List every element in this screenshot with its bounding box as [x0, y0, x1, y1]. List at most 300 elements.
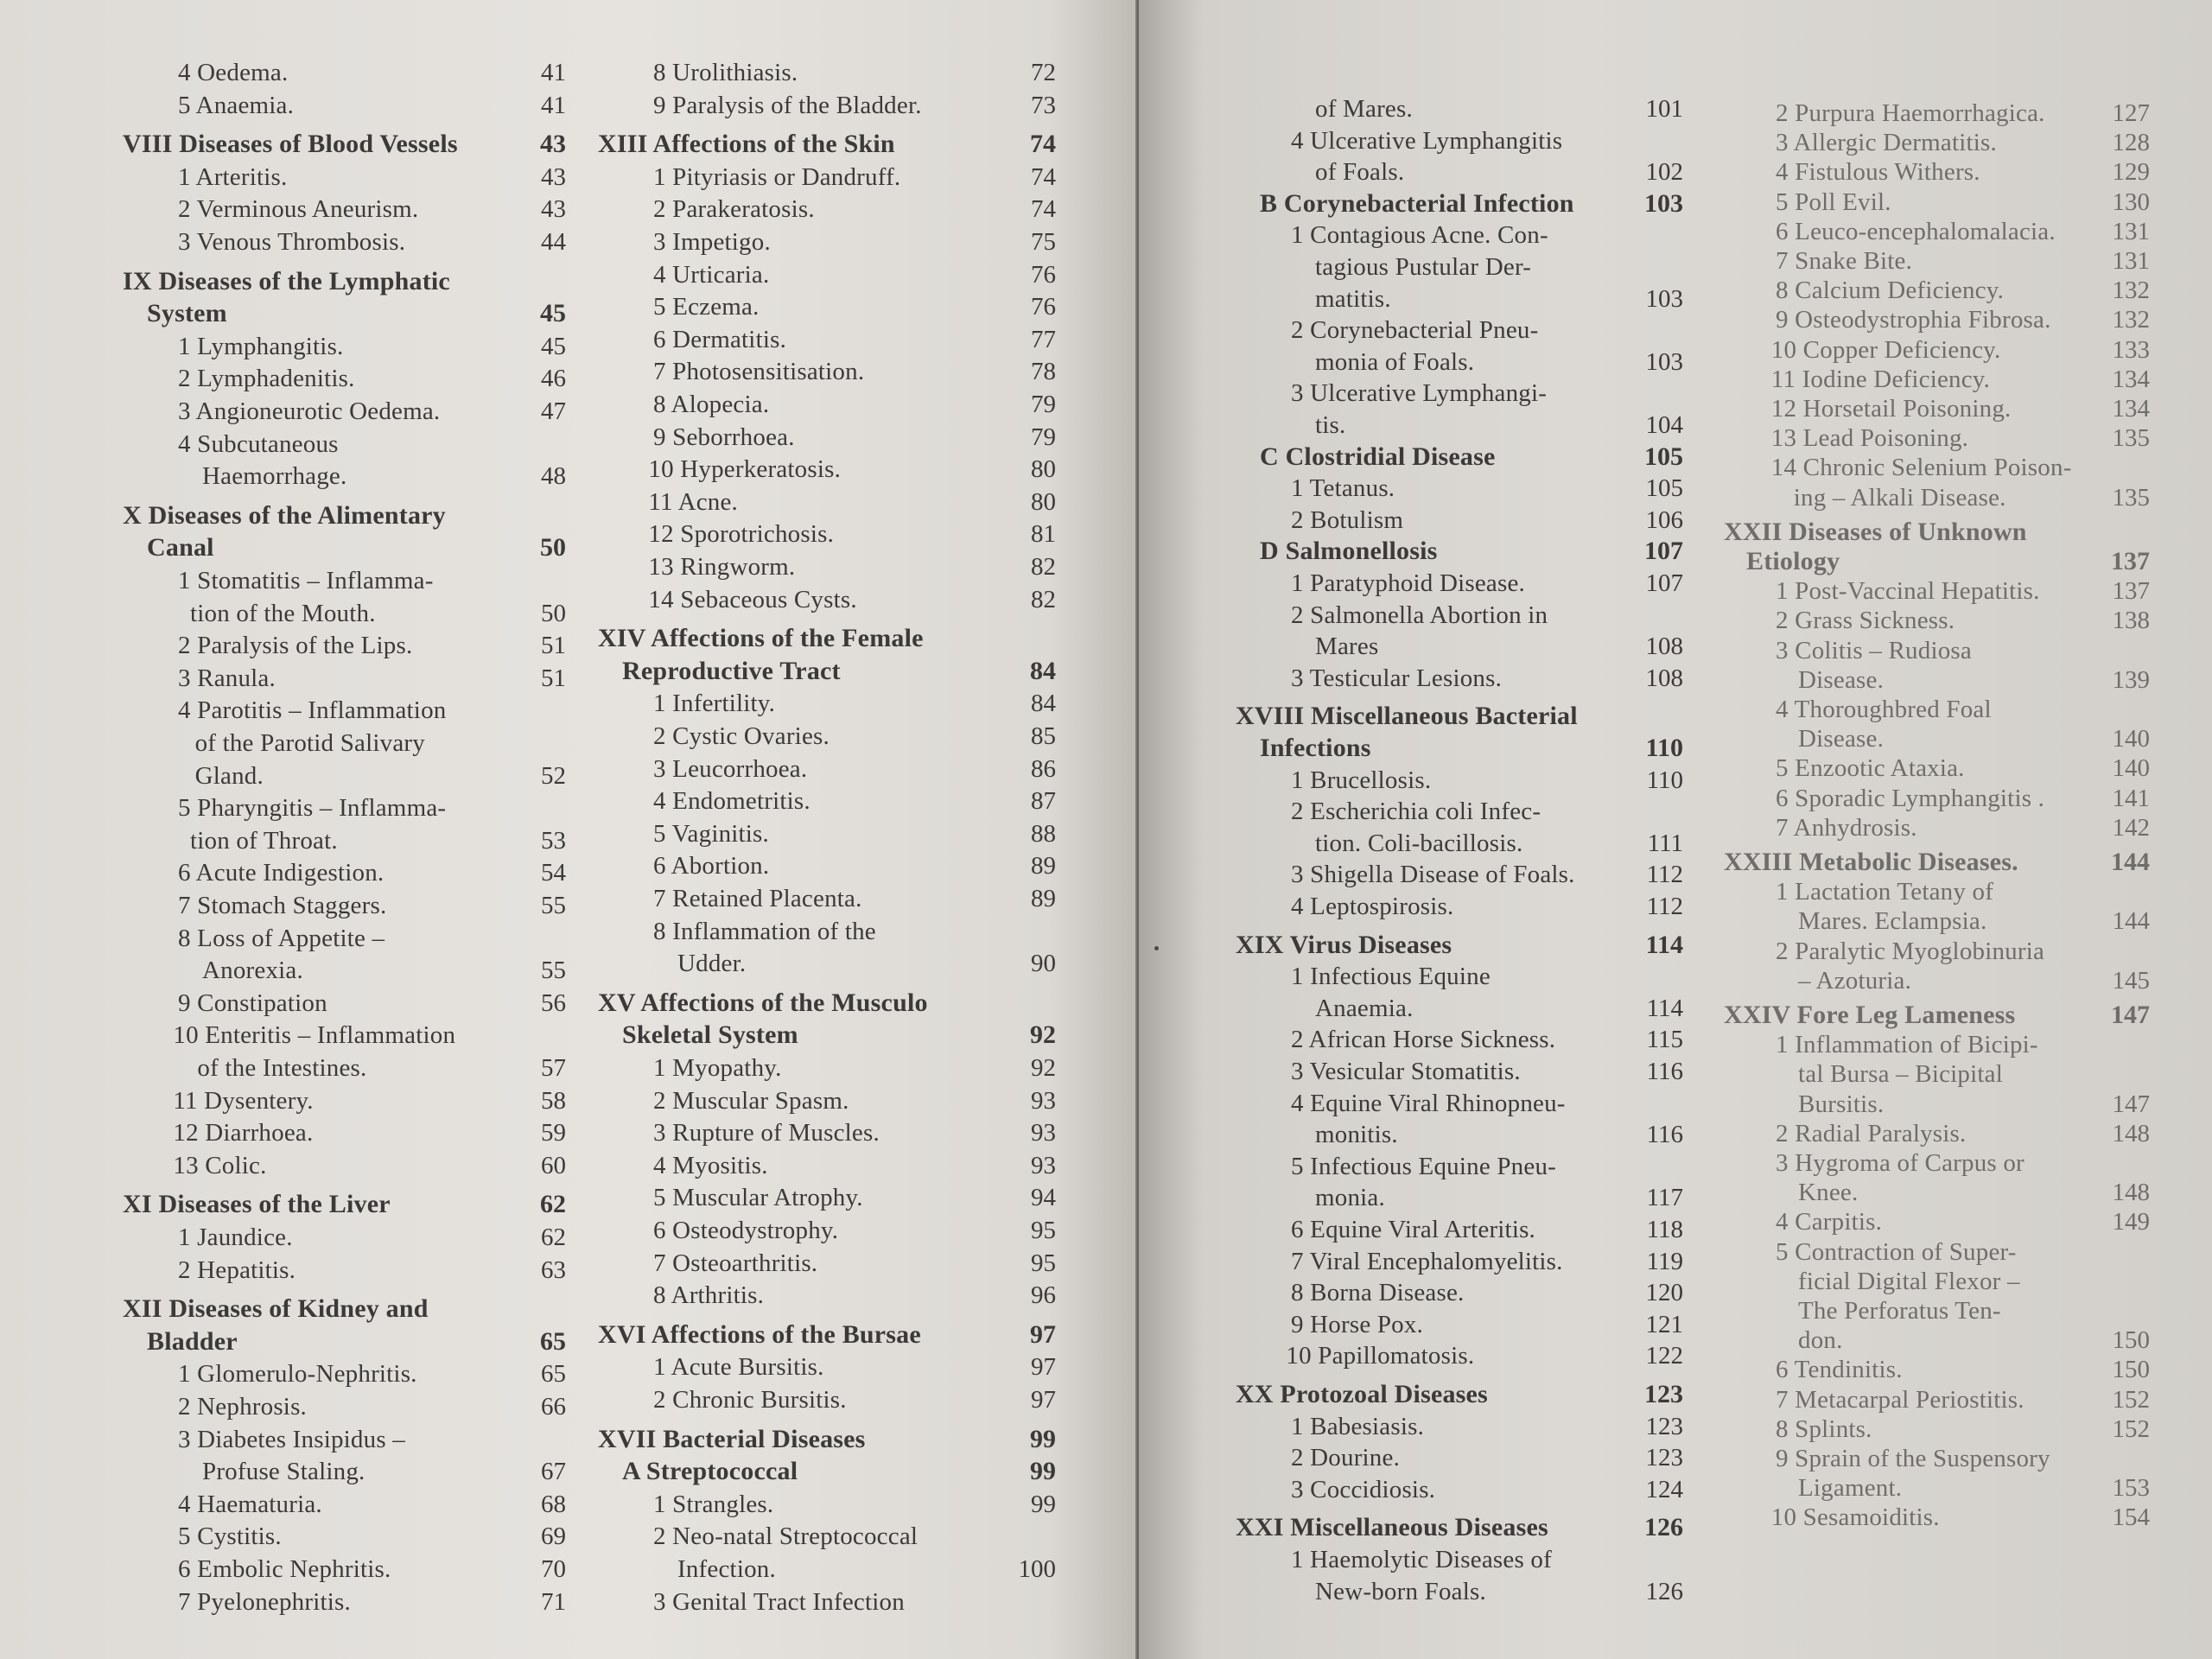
contents-entry: 6 Leuco-encephalomalacia.: [1776, 217, 2056, 245]
page-number: 114: [1645, 930, 1683, 959]
contents-entry: 2 African Horse Sickness.: [1291, 1026, 1556, 1054]
page-number: 50: [541, 599, 566, 627]
contents-heading: Bladder: [147, 1326, 238, 1356]
page-number: 126: [1644, 1513, 1683, 1542]
contents-entry: 1 Jaundice.: [178, 1224, 293, 1251]
page-number: 65: [541, 1360, 566, 1389]
page-number: 90: [1031, 950, 1056, 978]
contents-entry: 10 Papillomatosis.: [1286, 1342, 1475, 1370]
page-number: 99: [1031, 1490, 1056, 1518]
contents-heading: XXIV Fore Leg Lameness: [1724, 1001, 2016, 1029]
right-page: [1139, 0, 2212, 1659]
contents-entry: 12 Sporotrichosis.: [648, 520, 835, 549]
contents-entry: 2 Escherichia coli Infec-: [1291, 798, 1541, 826]
page-number: 92: [1030, 1020, 1056, 1050]
page-number: 46: [541, 365, 566, 393]
page-number: 131: [2112, 217, 2150, 245]
contents-entry: 4 Oedema.: [178, 59, 289, 86]
contents-entry: 5 Contraction of Super-: [1776, 1237, 2017, 1266]
contents-entry: 3 Coccidiosis.: [1291, 1475, 1436, 1503]
contents-entry: tion of the Mouth.: [190, 599, 376, 627]
contents-heading: XX Protozoal Diseases: [1236, 1380, 1488, 1408]
contents-entry: 3 Genital Tract Infection: [653, 1587, 905, 1616]
page-number: 76: [1031, 293, 1056, 321]
contents-entry: 5 Muscular Atrophy.: [653, 1184, 863, 1212]
contents-entry: 6 Tendinitis.: [1776, 1356, 1903, 1384]
page-number: 63: [541, 1255, 566, 1284]
contents-entry: 1 Infertility.: [653, 690, 776, 718]
contents-entry: 4 Parotitis – Inflammation: [178, 696, 447, 725]
contents-entry: 14 Sebaceous Cysts.: [648, 585, 857, 613]
contents-entry: 13 Ringworm.: [648, 553, 796, 581]
contents-heading: XI Diseases of the Liver: [123, 1190, 391, 1219]
contents-entry: 5 Cystitis.: [178, 1522, 282, 1551]
contents-entry: 6 Embolic Nephritis.: [178, 1555, 391, 1583]
page-number: 43: [541, 162, 566, 191]
page-number: 154: [2112, 1503, 2150, 1532]
page-number: 52: [541, 761, 566, 790]
contents-entry: 2 Purpura Haemorrhagica.: [1776, 99, 2045, 127]
page-number: 81: [1031, 520, 1056, 549]
contents-entry: 2 Parakeratosis.: [653, 195, 815, 224]
contents-entry: 3 Diabetes Insipidus –: [178, 1425, 405, 1453]
contents-entry: 5 Eczema.: [653, 293, 760, 321]
page-number: 97: [1030, 1319, 1056, 1349]
page-number: 66: [541, 1393, 566, 1421]
contents-entry: 13 Colic.: [173, 1151, 267, 1179]
page-number: 43: [541, 195, 566, 224]
contents-entry: Profuse Staling.: [202, 1458, 365, 1486]
contents-entry: 3 Ulcerative Lymphangi-: [1291, 379, 1548, 408]
contents-entry: 1 Glomerulo-Nephritis.: [178, 1360, 417, 1389]
contents-entry: tion. Coli-bacillosis.: [1315, 829, 1523, 857]
contents-heading: XVII Bacterial Diseases: [598, 1424, 866, 1453]
contents-entry: 4 Ulcerative Lymphangitis: [1291, 126, 1563, 155]
page-number: 56: [541, 988, 566, 1017]
contents-entry: tal Bursa – Bicipital: [1798, 1060, 2003, 1089]
contents-entry: 8 Splints.: [1776, 1414, 1872, 1443]
contents-heading: XXII Diseases of Unknown: [1724, 517, 2027, 546]
page-number: 132: [2112, 276, 2150, 305]
page-number: 71: [541, 1587, 566, 1616]
contents-entry: 1 Infectious Equine: [1291, 963, 1491, 991]
page-number: 127: [2112, 99, 2150, 127]
page-number: 114: [1646, 994, 1683, 1022]
contents-heading: XV Affections of the Musculo: [598, 988, 928, 1017]
contents-entry: 2 Chronic Bursitis.: [653, 1386, 847, 1414]
contents-entry: 9 Horse Pox.: [1291, 1310, 1424, 1338]
page-number: 67: [541, 1458, 566, 1486]
contents-entry: 8 Loss of Appetite –: [178, 924, 385, 952]
page-number: 112: [1646, 861, 1683, 889]
page-number: 121: [1645, 1310, 1683, 1338]
contents-heading: Infections: [1260, 734, 1371, 762]
page-number: 135: [2112, 424, 2150, 453]
contents-entry: 3 Vesicular Stomatitis.: [1291, 1058, 1521, 1085]
contents-entry: Anorexia.: [202, 957, 303, 985]
page-number: 92: [1031, 1054, 1056, 1082]
contents-entry: 4 Equine Viral Rhinopneu-: [1291, 1089, 1566, 1117]
page-number: 134: [2112, 395, 2150, 423]
contents-entry: 4 Urticaria.: [653, 260, 770, 289]
contents-heading: VIII Diseases of Blood Vessels: [123, 130, 458, 159]
contents-entry: 13 Lead Poisoning.: [1770, 424, 1969, 453]
contents-entry: 2 Dourine.: [1291, 1444, 1401, 1472]
page-number: 132: [2112, 306, 2150, 334]
page-number: 133: [2112, 335, 2150, 364]
page-number: 144: [2111, 848, 2150, 876]
contents-entry: tis.: [1315, 411, 1346, 439]
contents-entry: 5 Enzootic Ataxia.: [1776, 754, 1965, 783]
page-number: 54: [541, 859, 566, 887]
page-number: 50: [540, 533, 566, 563]
page-number: 99: [1030, 1424, 1056, 1453]
contents-entry: 10 Copper Deficiency.: [1770, 335, 2001, 364]
page-number: 94: [1031, 1184, 1056, 1212]
page-number: 65: [540, 1326, 566, 1356]
contents-heading: XXIII Metabolic Diseases.: [1724, 848, 2018, 876]
page-number: 145: [2112, 966, 2150, 995]
contents-entry: 4 Carpitis.: [1776, 1208, 1883, 1236]
contents-entry: don.: [1798, 1326, 1843, 1355]
contents-entry: ing – Alkali Disease.: [1793, 483, 2006, 512]
page-number: 62: [540, 1190, 566, 1219]
contents-entry: Bursitis.: [1798, 1090, 1885, 1118]
contents-entry: Anaemia.: [1315, 994, 1414, 1022]
contents-heading: Reproductive Tract: [622, 656, 841, 685]
page-number: 95: [1031, 1217, 1056, 1244]
page-number: 124: [1645, 1475, 1683, 1503]
page-number: 104: [1645, 411, 1683, 439]
contents-entry: 7 Metacarpal Periostitis.: [1776, 1385, 2024, 1414]
contents-entry: 8 Calcium Deficiency.: [1776, 276, 2005, 305]
contents-entry: Disease.: [1798, 725, 1885, 753]
page-number: 131: [2112, 247, 2150, 275]
contents-entry: Udder.: [677, 950, 747, 978]
page-number: 51: [541, 664, 566, 692]
page-number: 82: [1031, 585, 1056, 613]
page-number: 93: [1031, 1086, 1056, 1115]
page-number: 101: [1645, 95, 1683, 123]
page-number: 69: [541, 1522, 566, 1551]
contents-entry: 5 Infectious Equine Pneu-: [1291, 1152, 1557, 1180]
page-number: 123: [1644, 1380, 1683, 1408]
contents-entry: 3 Colitis – Rudiosa: [1776, 636, 1972, 664]
page-number: 57: [541, 1054, 566, 1082]
contents-entry: 11 Iodine Deficiency.: [1770, 365, 1991, 393]
page-number: 82: [1031, 553, 1056, 581]
page-number: 126: [1645, 1577, 1683, 1605]
page-number: 74: [1031, 162, 1056, 191]
page-number: 116: [1646, 1058, 1683, 1085]
contents-heading: C Clostridial Disease: [1260, 442, 1496, 471]
contents-heading: A Streptococcal: [622, 1457, 798, 1486]
contents-entry: Infection.: [677, 1555, 776, 1583]
contents-entry: of the Parotid Salivary: [194, 729, 425, 757]
contents-entry: 10 Sesamoiditis.: [1770, 1503, 1940, 1532]
page-number: 120: [1645, 1279, 1683, 1307]
contents-entry: monia of Foals.: [1315, 347, 1475, 376]
contents-entry: 4 Endometritis.: [653, 787, 810, 816]
contents-entry: 6 Dermatitis.: [653, 325, 787, 353]
contents-entry: 5 Vaginitis.: [653, 819, 769, 848]
page-number: 105: [1645, 474, 1683, 503]
page-number: 128: [2112, 129, 2150, 157]
page-number: 148: [2112, 1179, 2150, 1207]
page-number: 88: [1031, 819, 1056, 848]
page-number: 106: [1645, 505, 1683, 534]
page-number: 47: [541, 397, 566, 425]
page-number: 148: [2112, 1119, 2150, 1147]
page-number: 89: [1031, 885, 1056, 912]
page-number: 108: [1645, 664, 1683, 692]
page-number: 147: [2112, 1090, 2150, 1118]
page-number: 48: [541, 462, 566, 491]
page-number: 84: [1030, 656, 1056, 685]
contents-entry: 4 Myositis.: [653, 1151, 768, 1179]
page-number: 130: [2112, 188, 2150, 216]
margin-dot: [1154, 946, 1159, 950]
contents-entry: – Azoturia.: [1798, 966, 1912, 995]
page-number: 122: [1645, 1342, 1683, 1370]
contents-entry: 2 Paralytic Myoglobinuria: [1776, 937, 2045, 965]
contents-entry: 10 Enteritis – Inflammation: [173, 1021, 456, 1050]
contents-entry: 8 Arthritis.: [653, 1281, 765, 1310]
contents-entry: 6 Sporadic Lymphangitis .: [1776, 784, 2045, 812]
contents-entry: The Perforatus Ten-: [1798, 1297, 2001, 1325]
page-number: 51: [541, 632, 566, 660]
contents-entry: 1 Brucellosis.: [1291, 766, 1432, 794]
page-number: 75: [1031, 228, 1056, 256]
page-number: 76: [1031, 260, 1056, 289]
contents-entry: Haemorrhage.: [202, 462, 347, 491]
page-number: 152: [2112, 1414, 2150, 1443]
contents-heading: Skeletal System: [622, 1020, 798, 1050]
page-number: 110: [1645, 734, 1683, 762]
page-number: 137: [2111, 547, 2150, 575]
page-number: 45: [541, 332, 566, 360]
contents-entry: 7 Osteoarthritis.: [653, 1249, 818, 1277]
page-number: 60: [541, 1151, 566, 1179]
contents-entry: 1 Tetanus.: [1291, 474, 1395, 503]
page-number: 72: [1031, 59, 1056, 86]
contents-entry: 5 Pharyngitis – Inflamma-: [178, 794, 447, 823]
contents-heading: XIX Virus Diseases: [1236, 930, 1452, 959]
contents-entry: 1 Contagious Acne. Con-: [1291, 221, 1548, 250]
page-number: 55: [541, 892, 566, 919]
contents-entry: Ligament.: [1798, 1474, 1903, 1503]
page-number: 135: [2112, 483, 2150, 512]
page-number: 137: [2112, 577, 2150, 606]
page-number: 41: [541, 59, 566, 86]
contents-entry: 2 Radial Paralysis.: [1776, 1119, 1967, 1147]
page-number: 77: [1031, 325, 1056, 353]
page-number: 73: [1031, 91, 1056, 119]
contents-entry: 3 Hygroma of Carpus or: [1776, 1149, 2024, 1177]
contents-entry: 12 Diarrhoea.: [173, 1119, 314, 1147]
contents-entry: of the Intestines.: [197, 1054, 367, 1082]
contents-heading: D Salmonellosis: [1260, 537, 1438, 566]
contents-entry: 3 Angioneurotic Oedema.: [178, 397, 441, 425]
page-number: 78: [1031, 358, 1056, 386]
contents-entry: 11 Dysentery.: [173, 1086, 314, 1115]
contents-entry: 1 Strangles.: [653, 1490, 774, 1518]
page-number: 144: [2112, 907, 2150, 936]
contents-entry: 3 Rupture of Muscles.: [653, 1119, 880, 1147]
page-number: 103: [1645, 347, 1683, 376]
page-number: 123: [1645, 1444, 1683, 1472]
page-number: 58: [541, 1086, 566, 1115]
page-number: 142: [2112, 813, 2150, 842]
contents-entry: 6 Abortion.: [653, 852, 770, 880]
contents-entry: 3 Shigella Disease of Foals.: [1291, 861, 1575, 889]
page-number: 129: [2112, 158, 2150, 187]
contents-entry: 2 Corynebacterial Pneu-: [1291, 316, 1539, 345]
contents-entry: 7 Anhydrosis.: [1776, 813, 1917, 842]
page-number: 79: [1031, 391, 1056, 418]
contents-entry: 8 Alopecia.: [653, 391, 770, 418]
page-number: 139: [2112, 665, 2150, 694]
contents-entry: 1 Stomatitis – Inflamma-: [178, 567, 434, 594]
page-number: 74: [1031, 195, 1056, 224]
contents-entry: 7 Pyelonephritis.: [178, 1587, 351, 1616]
contents-heading: XXI Miscellaneous Diseases: [1236, 1513, 1548, 1542]
page-number: 59: [541, 1119, 566, 1147]
contents-entry: 5 Anaemia.: [178, 91, 295, 119]
contents-heading: XII Diseases of Kidney and: [123, 1294, 429, 1324]
contents-entry: 9 Constipation: [178, 988, 327, 1017]
contents-entry: of Mares.: [1315, 95, 1413, 123]
contents-entry: 7 Retained Placenta.: [653, 885, 862, 912]
page-number: 97: [1031, 1353, 1056, 1382]
page-number: 110: [1646, 766, 1683, 794]
contents-entry: 3 Impetigo.: [653, 228, 771, 256]
contents-entry: 2 Paralysis of the Lips.: [178, 632, 413, 660]
contents-heading: XIV Affections of the Female: [598, 624, 924, 653]
contents-entry: 1 Pityriasis or Dandruff.: [653, 162, 901, 191]
contents-heading: XIII Affections of the Skin: [598, 130, 895, 159]
contents-entry: Disease.: [1798, 665, 1885, 694]
page-number: 85: [1031, 722, 1056, 750]
contents-entry: 11 Acne.: [648, 487, 739, 516]
page-number: 150: [2112, 1326, 2150, 1355]
page-number: 89: [1031, 852, 1056, 880]
page-number: 80: [1031, 455, 1056, 484]
contents-entry: 3 Venous Thrombosis.: [178, 228, 406, 256]
page-number: 140: [2112, 725, 2150, 753]
contents-entry: 5 Poll Evil.: [1776, 188, 1891, 216]
page-number: 108: [1645, 632, 1683, 661]
contents-entry: 3 Ranula.: [178, 664, 276, 692]
contents-entry: 2 Lymphadenitis.: [178, 365, 355, 393]
page-number: 87: [1031, 787, 1056, 816]
page-number: 117: [1646, 1184, 1683, 1212]
contents-entry: 1 Lactation Tetany of: [1776, 878, 1994, 906]
contents-entry: monia.: [1315, 1184, 1385, 1212]
contents-entry: 6 Equine Viral Arteritis.: [1291, 1216, 1536, 1243]
contents-entry: 3 Testicular Lesions.: [1291, 664, 1503, 692]
contents-heading: X Diseases of the Alimentary: [123, 500, 446, 530]
page-number: 93: [1031, 1119, 1056, 1147]
contents-entry: 4 Haematuria.: [178, 1490, 322, 1518]
page-number: 44: [541, 228, 566, 256]
page-number: 100: [1018, 1555, 1056, 1583]
page-number: 97: [1031, 1386, 1056, 1414]
contents-entry: 14 Chronic Selenium Poison-: [1770, 454, 2072, 482]
contents-entry: 3 Allergic Dermatitis.: [1776, 129, 1997, 157]
page-number: 107: [1644, 537, 1683, 566]
contents-entry: 9 Osteodystrophia Fibrosa.: [1776, 306, 2051, 334]
page-number: 84: [1031, 690, 1056, 718]
page-number: 53: [541, 826, 566, 855]
page-number: 111: [1647, 829, 1683, 857]
page-number: 62: [541, 1224, 566, 1251]
contents-entry: 4 Fistulous Withers.: [1776, 158, 1980, 187]
contents-entry: 3 Leucorrhoea.: [653, 754, 808, 783]
page-number: 105: [1644, 442, 1683, 471]
page-number: 116: [1646, 1121, 1683, 1149]
contents-entry: 7 Viral Encephalomyelitis.: [1291, 1247, 1563, 1275]
contents-entry: 2 Grass Sickness.: [1776, 607, 1955, 635]
contents-entry: 7 Photosensitisation.: [653, 358, 865, 386]
contents-entry: ficial Digital Flexor –: [1798, 1267, 2020, 1295]
contents-entry: 9 Paralysis of the Bladder.: [653, 91, 922, 119]
contents-heading: Canal: [147, 533, 214, 563]
page-number: 43: [540, 130, 566, 159]
page-number: 86: [1031, 754, 1056, 783]
page-number: 153: [2112, 1474, 2150, 1503]
contents-entry: Mares: [1315, 632, 1379, 661]
page-number: 79: [1031, 423, 1056, 451]
page-number: 96: [1031, 1281, 1056, 1310]
contents-entry: 1 Haemolytic Diseases of: [1291, 1546, 1552, 1573]
page-number: 152: [2112, 1385, 2150, 1414]
contents-entry: 1 Myopathy.: [653, 1054, 782, 1082]
contents-entry: 2 Nephrosis.: [178, 1393, 308, 1421]
page-number: 102: [1645, 158, 1683, 187]
contents-entry: 2 Verminous Aneurism.: [178, 195, 419, 224]
page-number: 118: [1646, 1216, 1683, 1243]
contents-entry: 9 Seborrhoea.: [653, 423, 795, 451]
page-number: 112: [1646, 893, 1683, 920]
page-number: 103: [1645, 284, 1683, 313]
page-number: 134: [2112, 365, 2150, 393]
contents-heading: System: [147, 299, 227, 328]
page-number: 107: [1645, 569, 1683, 597]
contents-heading: XVIII Miscellaneous Bacterial: [1236, 702, 1578, 731]
contents-heading: IX Diseases of the Lymphatic: [123, 266, 450, 296]
contents-entry: 10 Hyperkeratosis.: [648, 455, 842, 484]
contents-entry: 2 Cystic Ovaries.: [653, 722, 830, 750]
page-number: 150: [2112, 1356, 2150, 1384]
contents-entry: matitis.: [1315, 284, 1391, 313]
contents-entry: 1 Post-Vaccinal Hepatitis.: [1776, 577, 2040, 606]
contents-entry: of Foals.: [1315, 158, 1405, 187]
contents-entry: 1 Inflammation of Bicipi-: [1776, 1031, 2038, 1059]
page-number: 80: [1031, 487, 1056, 516]
contents-entry: 7 Snake Bite.: [1776, 247, 1913, 275]
page-number: 138: [2112, 607, 2150, 635]
contents-entry: 1 Acute Bursitis.: [653, 1353, 824, 1382]
contents-entry: tion of Throat.: [190, 826, 338, 855]
page-number: 115: [1646, 1026, 1683, 1054]
contents-entry: 12 Horsetail Poisoning.: [1770, 395, 2012, 423]
contents-entry: 7 Stomach Staggers.: [178, 892, 387, 919]
contents-entry: 2 Salmonella Abortion in: [1291, 601, 1548, 629]
contents-entry: 6 Osteodystrophy.: [653, 1217, 839, 1244]
contents-entry: Knee.: [1798, 1179, 1859, 1207]
page-number: 140: [2112, 754, 2150, 783]
